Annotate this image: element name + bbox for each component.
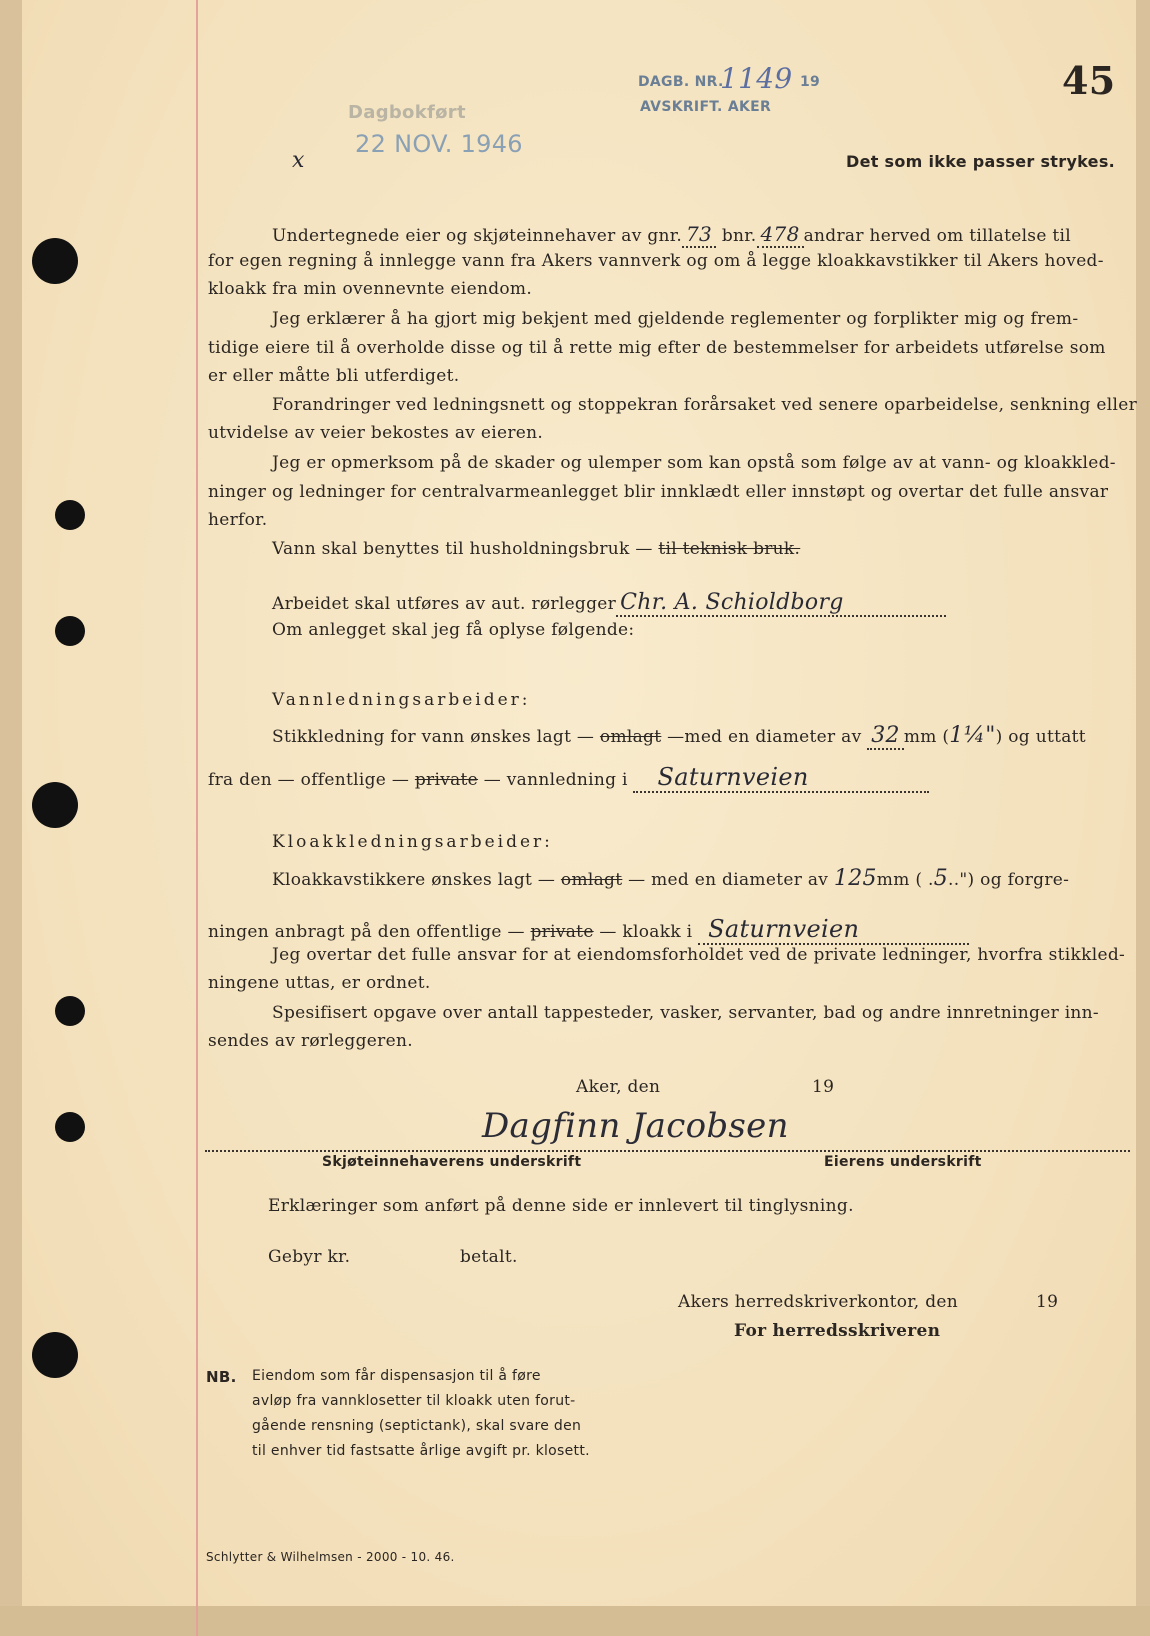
sewer-line1: Kloakkavstikkere ønskes lagt — omlagt — med en diameter av 125mm ( .5..") og forgre-	[272, 866, 1070, 891]
dagb-year: 19	[800, 74, 821, 90]
nb-line4: til enhver tid fastsatte årlige avgift pr. klosett.	[252, 1443, 590, 1459]
plumber-line: Arbeidet skal utføres av aut. rørlegger Chr. A. Schioldborg	[272, 590, 946, 617]
p1-line2: for egen regning å innlegge vann fra Akers vannverk og om å legge kloakkavstikker til Akers hoved-	[208, 251, 1104, 271]
left-scan-border	[0, 0, 22, 1636]
signing-place: Aker, den	[576, 1077, 661, 1097]
office-line1: Akers herredskriverkontor, den	[678, 1292, 958, 1312]
page-number: 45	[1062, 58, 1116, 103]
nb-line3: gående rensning (septictank), skal svare den	[252, 1418, 582, 1434]
water-heading: Vannledningsarbeider:	[272, 690, 531, 710]
bnr-value: 478	[757, 222, 804, 248]
punch-hole	[32, 238, 78, 284]
sewer-diameter-mm: 125	[833, 866, 877, 891]
p5-line2: ningene uttas, er ordnet.	[208, 973, 431, 993]
sewer-street: Saturnveien	[698, 915, 969, 945]
faded-header-stamp: Dagbokført	[348, 102, 466, 123]
p2-line2: tidige eiere til å overholde disse og til å rette mig efter de bestemmelser for arbeidets utførelse som	[208, 338, 1106, 358]
usage-struck: til teknisk bruk.	[658, 539, 801, 559]
p3-line1: Forandringer ved ledningsnett og stoppekran forårsaket ved senere oparbeidelse, senkning eller	[272, 395, 1137, 415]
p6-line1: Spesifisert opgave over antall tappesteder, vasker, servanter, bad og andre innretninger inn-	[272, 1003, 1099, 1023]
sewer-struck-private: private	[530, 922, 594, 942]
sewer-struck-omlagt: omlagt	[560, 870, 623, 890]
note-top: Det som ikke passer strykes.	[846, 152, 1116, 171]
dagb-label: DAGB. NR.	[638, 74, 724, 90]
declaration: Erklæringer som anført på denne side er innlevert til tinglysning.	[268, 1196, 854, 1216]
p4-line2: ninger og ledninger for centralvarmeanlegget blir innklædt eller innstøpt og overtar det fulle ansvar	[208, 482, 1109, 502]
water-diameter-in: 1¼"	[949, 723, 996, 748]
water-diameter-mm: 32	[867, 723, 904, 750]
sewer-heading: Kloakkledningsarbeider:	[272, 832, 553, 852]
p4-line1: Jeg er opmerksom på de skader og ulemper som kan opstå som følge av at vann- og kloakkled-	[272, 453, 1116, 473]
p1-line1: Undertegnede eier og skjøteinnehaver av gnr. 73 bnr. 478 andrar herved om tillatelse til	[272, 222, 1071, 246]
p1-line3: kloakk fra min ovennevnte eiendom.	[208, 279, 533, 299]
p2-line3: er eller måtte bli utferdiget.	[208, 366, 460, 386]
water-struck-omlagt: omlagt	[599, 727, 662, 747]
usage-line: Vann skal benyttes til husholdningsbruk — til teknisk bruk.	[272, 539, 801, 559]
water-line2: fra den — offentlige — private — vannledning i Saturnveien	[208, 763, 929, 793]
office-year: 19	[1036, 1292, 1059, 1312]
punch-hole	[32, 782, 78, 828]
signing-year: 19	[812, 1077, 835, 1097]
punch-hole	[55, 1112, 85, 1142]
printer-imprint: Schlytter & Wilhelmsen - 2000 - 10. 46.	[206, 1550, 455, 1564]
gnr-value: 73	[682, 222, 716, 248]
plumber-name: Chr. A. Schioldborg	[616, 590, 946, 617]
inform-line: Om anlegget skal jeg få oplyse følgende:	[272, 620, 635, 640]
sewer-diameter-in: 5	[933, 866, 948, 891]
p5-line1: Jeg overtar det fulle ansvar for at eiendomsforholdet ved de private ledninger, hvorfra stikkled-	[272, 945, 1126, 965]
date-stamp: 22 NOV. 1946	[355, 130, 523, 158]
margin-line	[196, 0, 198, 1636]
punch-hole	[55, 616, 85, 646]
nb-label: NB.	[206, 1368, 237, 1386]
punch-hole	[32, 1332, 78, 1378]
right-scan-border	[1136, 0, 1150, 1636]
p4-line3: herfor.	[208, 510, 268, 530]
p2-line1: Jeg erklærer å ha gjort mig bekjent med gjeldende reglementer og forplikter mig og frem-	[272, 309, 1079, 329]
bottom-scan-border	[0, 1606, 1150, 1636]
dagb-number: 1149	[720, 62, 793, 95]
p6-line2: sendes av rørleggeren.	[208, 1031, 413, 1051]
avskrift-stamp: AVSKRIFT. AKER	[640, 99, 772, 115]
punch-hole	[55, 996, 85, 1026]
signature-line	[205, 1150, 1130, 1152]
water-struck-private: private	[414, 770, 479, 790]
p3-line2: utvidelse av veier bekostes av eieren.	[208, 423, 544, 443]
check-mark: x	[292, 148, 305, 173]
punch-hole	[55, 500, 85, 530]
right-signature-label: Eierens underskrift	[824, 1154, 982, 1170]
office-line2: For herredsskriveren	[734, 1321, 941, 1341]
sewer-line2: ningen anbragt på den offentlige — private — kloakk i Saturnveien	[208, 915, 969, 945]
owner-signature: Dagfinn Jacobsen	[482, 1106, 789, 1146]
fee-label: Gebyr kr.	[268, 1247, 351, 1267]
water-line1: Stikkledning for vann ønskes lagt — omlagt —med en diameter av 32 mm (1¼") og uttatt	[272, 723, 1086, 748]
left-signature-label: Skjøteinnehaverens underskrift	[322, 1154, 582, 1170]
water-street: Saturnveien	[633, 763, 928, 793]
nb-line2: avløp fra vannklosetter til kloakk uten forut-	[252, 1393, 576, 1409]
nb-line1: Eiendom som får dispensasjon til å føre	[252, 1368, 541, 1384]
fee-paid: betalt.	[460, 1247, 518, 1267]
